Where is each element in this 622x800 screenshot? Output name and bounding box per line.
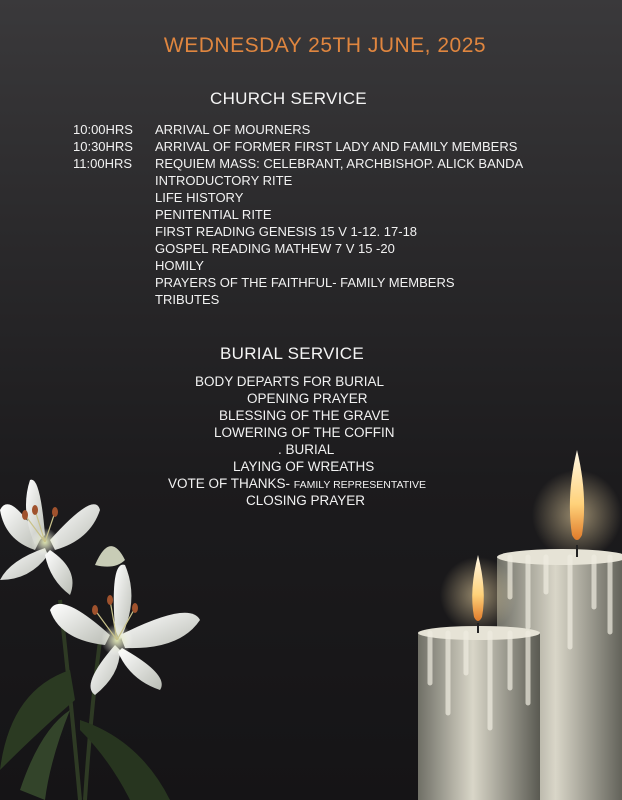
list-item: LOWERING OF THE COFFIN xyxy=(214,425,395,440)
lily-bloom-lower xyxy=(50,565,200,695)
item-text: REQUIEM MASS: CELEBRANT, ARCHBISHOP. ALICK BANDA xyxy=(155,156,524,171)
vote-of-thanks-label: VOTE OF THANKS- xyxy=(168,476,291,491)
item-time: 10:30HRS xyxy=(73,139,133,154)
church-service-list xyxy=(73,121,523,308)
item-text: PRAYERS OF THE FAITHFUL- FAMILY MEMBERS xyxy=(155,275,455,290)
list-item xyxy=(73,291,523,308)
item-time xyxy=(73,172,155,189)
list-item xyxy=(73,189,523,206)
list-item xyxy=(73,206,523,223)
list-item xyxy=(73,223,523,240)
list-item xyxy=(73,240,523,257)
item-text: LIFE HISTORY xyxy=(155,190,244,205)
item-time: 10:00HRS xyxy=(73,122,133,137)
item-text: INTRODUCTORY RITE xyxy=(155,173,293,188)
vote-of-thanks-note: FAMILY REPRESENTATIVE xyxy=(293,479,427,491)
church-service-title: CHURCH SERVICE xyxy=(210,89,367,108)
candles-image xyxy=(410,445,622,800)
item-time xyxy=(73,189,155,206)
item-time xyxy=(73,240,155,257)
list-item xyxy=(73,155,523,172)
service-date: WEDNESDAY 25TH JUNE, 2025 xyxy=(163,34,487,57)
burial-service-title: BURIAL SERVICE xyxy=(220,344,365,363)
list-item: BODY DEPARTS FOR BURIAL xyxy=(195,374,385,389)
item-text: HOMILY xyxy=(155,258,204,273)
lily-bloom-upper xyxy=(0,480,100,595)
list-item xyxy=(73,274,523,291)
flame-icon xyxy=(570,450,584,540)
item-text: PENITENTIAL RITE xyxy=(155,207,272,222)
lily-flower-image xyxy=(0,470,220,800)
list-item: OPENING PRAYER xyxy=(247,391,368,406)
item-time: 11:00HRS xyxy=(73,156,133,171)
item-time xyxy=(73,223,155,240)
list-item xyxy=(73,138,523,155)
item-time xyxy=(73,274,155,291)
list-item xyxy=(73,121,523,138)
item-text: ARRIVAL OF MOURNERS xyxy=(155,122,311,137)
list-item xyxy=(73,172,523,189)
list-item: BLESSING OF THE GRAVE xyxy=(219,408,390,423)
list-item: CLOSING PRAYER xyxy=(246,493,366,508)
item-time xyxy=(73,291,155,308)
list-item xyxy=(73,257,523,274)
lily-bud xyxy=(95,546,125,567)
item-text: FIRST READING GENESIS 15 V 1-12. 17-18 xyxy=(155,224,418,239)
item-text: GOSPEL READING MATHEW 7 V 15 -20 xyxy=(155,241,395,256)
item-time xyxy=(73,257,155,274)
item-text: ARRIVAL OF FORMER FIRST LADY AND FAMILY MEMBERS xyxy=(155,139,518,154)
item-time xyxy=(73,206,155,223)
list-item: . BURIAL xyxy=(278,442,335,457)
item-text: TRIBUTES xyxy=(155,292,220,307)
list-item: LAYING OF WREATHS xyxy=(233,459,375,474)
